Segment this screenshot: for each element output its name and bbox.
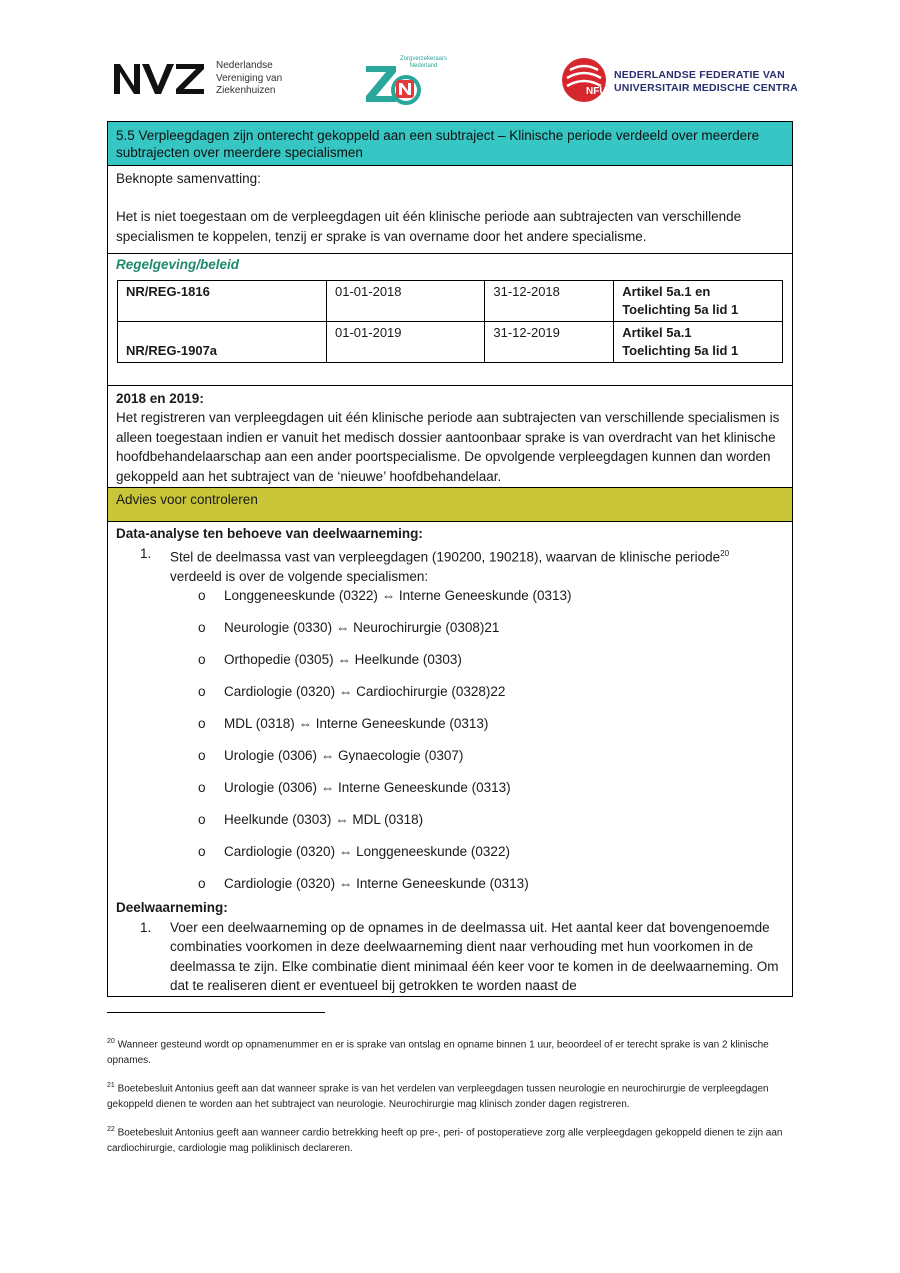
list-item: o Orthopedie (0305) ⇔ Heelkunde (0303): [198, 652, 462, 667]
footnote: $^{20}$ Wanneer gesteund wordt op opnamenummer en er is sprake van ontslag en opname binnen 1 uur, beoordeel of er terecht sprake is van 2 klinische opnames.: [107, 1038, 769, 1067]
footnote: $^{21}$ Boetebesluit Antonius geeft aan dat wanneer sprake is van het verdelen van verpleegdagen tussen neurologie en neurochirurgie de verpleegdagen gekoppeld dienen te worden aan het subtraject van neurologie. Neurochirurgie mag klinisch zonder dagen registreren.: [107, 1082, 769, 1111]
footnote-divider: [107, 1012, 325, 1013]
zn-line-2: Nederland: [409, 63, 438, 69]
zn-logo: [362, 56, 482, 106]
nvz-logo-icon: [112, 62, 208, 96]
list-item: o Cardiologie (0320) ⇔ Interne Geneeskunde (0313): [198, 876, 529, 891]
advies-header: Advies voor controleren: [108, 488, 792, 522]
list-item: o Heelkunde (0303) ⇔ MDL (0318): [198, 812, 424, 827]
list-item: o Longgeneeskunde (0322) ⇔ Interne Geneeskunde (0313): [198, 588, 572, 603]
footnote: $^{22}$ Boetebesluit Antonius geeft aan wanneer cardio betrekking heeft op pre-, peri- of postoperatieve zorg alle verpleegdagen gekoppeld dienen te zijn aan cardiochirurgie, cardiologie mag poliklinisch declareren.: [107, 1126, 783, 1155]
list-item: o Cardiologie (0320) ⇔ Longgeneeskunde (0322): [198, 844, 510, 859]
list-item: o MDL (0318) ⇔ Interne Geneeskunde (0313): [198, 716, 489, 731]
nvz-logo: [112, 60, 292, 100]
deelwaarneming-steps: [116, 918, 784, 996]
nfu-line-2: UNIVERSITAIR MEDISCHE CENTRA: [614, 82, 798, 94]
nvz-line-2: Vereniging van: [216, 72, 283, 84]
combination-list: [116, 586, 784, 898]
summary-text: Het is niet toegestaan om de verpleegdagen uit één klinische periode aan subtrajecten van verschillende specialismen te koppelen, tenzij er sprake is van overname door het andere specialisme.: [116, 208, 742, 244]
nvz-line-3: Ziekenhuizen: [216, 85, 276, 96]
regulation-start: 01-01-2019: [327, 321, 485, 362]
years-cell: [108, 386, 792, 489]
nfu-logo-icon: [560, 56, 608, 104]
nvz-line-1: Nederlandse: [216, 60, 273, 71]
nfu-logo: [560, 56, 800, 104]
list-item: o Cardiologie (0320) ⇔ Cardiochirurgie (0328)22: [198, 684, 506, 699]
zn-line-1: Zorgverzekeraars: [400, 56, 448, 62]
regelgeving-label: Regelgeving/beleid: [116, 256, 240, 272]
regulation-row: [118, 280, 783, 321]
list-item: o Urologie (0306) ⇔ Gynaecologie (0307): [198, 748, 464, 763]
regulation-table: [117, 280, 783, 363]
summary-cell: [108, 166, 792, 254]
years-text: Het registreren van verpleegdagen uit één klinische periode aan subtrajecten van verschillende specialismen is alleen toegestaan indien er vanuit het medisch dossier aantoonbaar sprake is van overdracht van het klinische hoofdbehandelaarschap aan een ander poortspecialisme. De opvolgende verpleegdagen kunnen dan worden gekoppeld aan het subtraject van de ‘nieuwe’ hoofdbehandelaar.: [116, 410, 780, 484]
section-title: 5.5 Verpleegdagen zijn onterecht gekoppeld aan een subtraject – Klinische periode verdeeld over meerdere subtrajecten over meerdere specialismen: [108, 122, 792, 166]
svg-text:NFU: NFU: [586, 86, 607, 97]
years-label: 2018 en 2019:: [116, 390, 204, 406]
summary-label: Beknopte samenvatting:: [116, 171, 261, 186]
regulation-end: 31-12-2018: [485, 280, 614, 321]
deelwaarneming-label: Deelwaarneming:: [116, 900, 228, 915]
list-item: 1. Voer een deelwaarneming op de opnames in de deelmassa uit. Het aantal keer dat bovengenoemde combinaties voorkomen in deze deelwaarneming dient naar verhouding met hun voorkomen in de deelmassa te zijn. Elke combinatie dient minimaal één keer voor te komen in de deelwaarneming. Om dat te realiseren dient er eventueel bij getrokken te worden naast de: [140, 919, 779, 993]
data-analyse-label: Data-analyse ten behoeve van deelwaarneming:: [116, 526, 423, 541]
regulation-start: 01-01-2018: [327, 280, 485, 321]
section-table: [107, 121, 793, 997]
list-item: o Neurologie (0330) ⇔ Neurochirurgie (0308)21: [198, 620, 500, 635]
nfu-line-1: NEDERLANDSE FEDERATIE VAN: [614, 69, 785, 81]
list-item: 1. Stel de deelmassa vast van verpleegdagen (190200, 190218), waarvan de klinische periode$^{20}$ verdeeld is over de volgende specialismen:: [140, 545, 730, 584]
advies-cell: [108, 522, 792, 996]
regulation-end: 31-12-2019: [485, 321, 614, 362]
regulation-code: NR/REG-1816: [118, 280, 327, 321]
regulation-row: [118, 321, 783, 362]
regulation-code: NR/REG-1907a: [118, 321, 327, 362]
regelgeving-cell: [108, 254, 792, 386]
list-item: o Urologie (0306) ⇔ Interne Geneeskunde (0313): [198, 780, 511, 795]
regulation-article: Artikel 5a.1 en Toelichting 5a lid 1: [614, 280, 783, 321]
regulation-article: Artikel 5a.1 Toelichting 5a lid 1: [614, 321, 783, 362]
data-analyse-steps: [116, 544, 784, 587]
